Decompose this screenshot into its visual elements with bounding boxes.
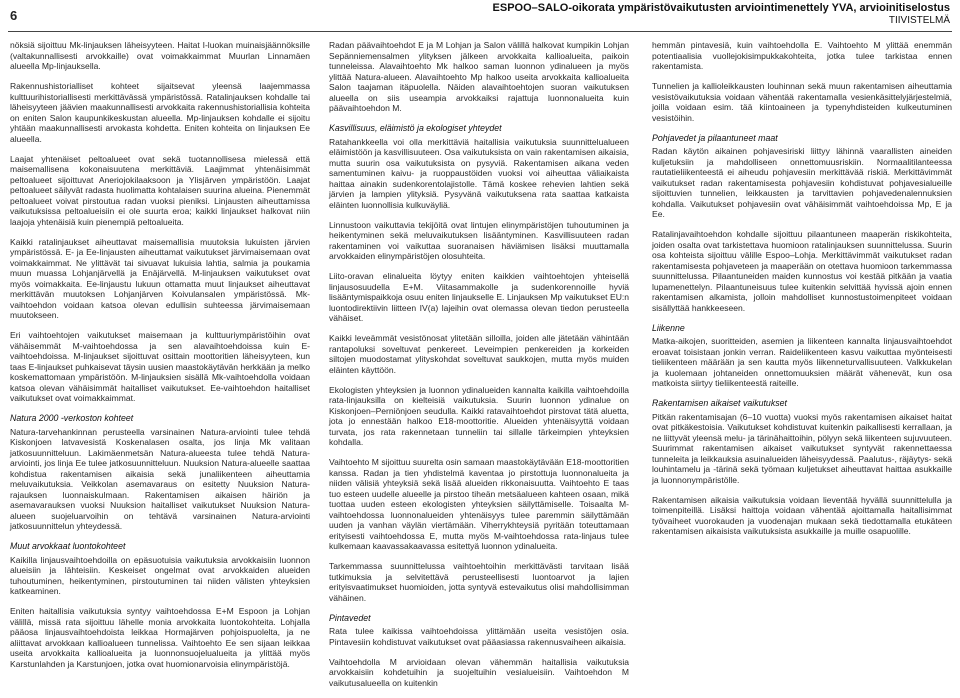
paragraph: Kaikilla linjausvaihtoehdoilla on epäsuotuisia vaikutuksia arvokkaisiin luonnon alueisiin ja lähteisiin. Keskeiset ongelmat ovat arvokkaiden alueiden tuhoutuminen, heikentyminen, pirstoutuminen tai niiden välisten yhteyksien katkeaminen. — [10, 554, 310, 596]
paragraph: Vaihtoehto M sijoittuu suurelta osin samaan maastokäytävään E18-moottoritien kanssa. Radan ja tien yhdistelmä kaventaa jo pirstottuja luonnonalueita ja niiden välisiä yhteyksiä sekä lisää alueiden rikkonaisuutta. Vaihtoehto E taas tuo esteen uudelle alueelle ja pirstoo tiheän metsäalueen kahteen osaan, mikä tuottaa uuden esteen ekologisten yhteyksien säilyttämiselle. Toisaalta M-vaihtoehdossa luonnonalueiden yhtenäisyys tulee paremmin säilyttämään uuden ja vanhan väylän viertämään. Viherrykhteysiä pyritään toteuttamaan erityisesti vaihtoehdossa E, mutta myös M-vaihtoehdossa rata-linjaus tulee kulkemaan kaavassakaavassa esitettyä luonnon ydinalueita. — [329, 457, 629, 551]
paragraph: hemmän pintavesiä, kuin vaihtoehdolla E. Vaihtoehto M ylittää enemmän potentiaalisia vuollejokisimpukkakohteita, jotka tulee tarkistaa ennen rakentamista. — [652, 40, 952, 71]
paragraph: Rakentamisen aikaisia vaikutuksia voidaan lieventää hyvällä suunnittelulla ja toimenpiteillä. Lisäksi haittoja voidaan vähentää ajoittamalla haitallisimmat työvaiheet vuorokauden ja vuodenajan mukaan sekä tiedottamalla etukäteen rakentamisen aikaisista vaikutuksista asukkaille ja muille osapuolille. — [652, 494, 952, 536]
document-title: ESPOO–SALO-oikorata ympäristövaikutusten arviointimenettely YVA, arvioinitiselostus — [492, 2, 950, 14]
section-heading: Natura 2000 -verkoston kohteet — [10, 413, 134, 423]
paragraph: Natura-tarvehankinnan perusteella varsinainen Natura-arviointi tulee tehdä Kiskonjoen latvavesistä Koskenalasen osalta, jos linja Mk valitaan jatkosuunnitteluun. Lakimäenmetsän Natura-alueesta tulee tehdä Natura-arviointi, jos linja Ee tulee jatkosuunnitteluun. Nuuksion Natura-alueelle saattaa kohdistua rakentamisen aikaisia sekä junaliikenteen aiheuttamia meluvaikutuksia. Veikkolan asemavaraus on esitetty Nuuksion Natura-rajauksen luonnaiskulmaan. Rakentamisen aikaisen häiriön ja asemavarauksen vuoksi Nuuksion haitalliset vaikutukset Nuuksion Natura-alueen suojeluarvoihin on tehtävä varsinainen Natura-arviointi jatkosuunnittelun yhteydessä. — [10, 426, 310, 531]
paragraph: nöksiä sijoittuu Mk-linjauksen läheisyyteen. Haitat I-luokan muinaisjäännöksille (valtakunnallisesti arvokkaille) ovat voimakkaimmat Muurlan Linnamäen alueella Mp-linjauksella. — [10, 40, 310, 71]
paragraph: Eniten haitallisia vaikutuksia syntyy vaihtoehdossa E+M Espoon ja Lohjan välillä, missä rata sijoittuu lähelle monia arvokkaita luontokohteita. Lohjalla pääosa linjausvaihtoehdoista leikkaa Hormajärven pohjoispuolelta, ja ne aliittavat arvokkaan kallioalueen tunnelissa. Vaihtoehto Ee sen sijaan leikkaa useita arvokkaita kallioalueita ja luonnonsuojelualueita ja ylittää myös Karstunlahden ja Karstunjoen, jotka ovat huomionarvoisia elinympäristöjä. — [10, 606, 310, 669]
page-number: 6 — [10, 8, 18, 23]
paragraph: Radan käytön aikainen pohjavesiriski liittyy lähinnä vaarallisten aineiden kuljetuksiin ja mahdolliseen onnettomuusriskiin. Normaalitilanteessa rautatieliikenteestä ei aiheudu pohjavesiin merkittävää riskiä. Merkittävimmät vaikutukset radan rakentamisesta pohjavesiin kohdistuvat pohjavesialueille sijoittuvien tunnelien, leikkausten ja tarvittavien pohjavedenalennuksien kohdalla. Vaikutukset pohjavesiin ovat vähäisimmät vaihtoehdoissa Mp, E ja Ee. — [652, 146, 952, 219]
section-heading: Kasvillisuus, eläimistö ja ekologiset yhteydet — [329, 123, 502, 133]
text-column-1 — [10, 40, 310, 679]
section-heading: Rakentamisen aikaiset vaikutukset — [652, 398, 787, 408]
paragraph: Liito-oravan elinalueita löytyy eniten kaikkien vaihtoehtojen yhteisellä linjausosuudella E+M. Viitasammakolle ja sudenkorennoille hyviä lisääntymispaikkoja osuu eniten linjaukselle E. Linjauksen Mp vaikutukset EU:n luontodirektiivin liitteen IV(a) lajeihin ovat olemassa olevan tiedon perusteella vähäiset. — [329, 271, 629, 323]
paragraph: Kaikki ratalinjaukset aiheuttavat maisemallisia muutoksia lukuisten järvien ympäristössä. E- ja Ee-linjausten aiheuttamat vaikutukset järvimaisemaan ovat voimakkaimmat. Ne ylittävät tai sivuavat lukuisia lahtia, salmia ja poukamia muun muassa Lohjanjärvellä ja Enäjärvellä. M-linjauksen vaikutukset ovat myös voimakkaita. Ee-linjaustu lukuun ottamatta muut linjaukset aiheuttavat merkittävän muutoksen Lohjanjärven Koivulansalen ympäristössä. Mk-vaihtoehdon voidaan katsoa olevan edullisin suhteessa järvimaisemaan muutokseen. — [10, 236, 310, 320]
paragraph: Rakennushistorialliset kohteet sijaitsevat yleensä laajemmassa kulttuurihistoriallisesti merkittävässä ympäristössä. Ratalinjauksen kohdalle tai läheisyyteen jäävien maakunnallisesti arvokkaita rakennushistoriallisia kohteita on eniten Salon kaupunkikeskustan alueella. Mp-linjauksen kohdalle ei sijoitu yhtään maakunnallisesti arvokasta kohdetta. Eniten kohteita on linjauksen Ee alueella. — [10, 81, 310, 144]
section-heading: Pohjavedet ja pilaantuneet maat — [652, 132, 778, 143]
paragraph: Tarkemmassa suunnittelussa vaihtoehtoihin merkittävästi tarvitaan lisää tutkimuksia ja selvitettävä perusteellisesti luontoarvot ja lajien erityisvaatimukset huomioiden, jotta syntyvä estevaikutus olisi mahdollisimman vähäinen. — [329, 561, 629, 603]
paragraph: Rata tulee kaikissa vaihtoehdoissa ylittämään useita vesistöjen osia. Pintavesiin kohdistuvat vaikutukset ovat pääasiassa rakennusvaiheen aikaisia. — [329, 626, 629, 647]
paragraph: Kaikki leveämmät vesistönosat ylitetään silloilla, joiden alle jätetään vähintään rantapoluksi soveltuvat penkereet. Leveimpien penkereiden ja korkeiden siltojen muodostamat ylityskohdat soveltuvat saukkojen, mutta myös muiden eläinten käyttöön. — [329, 333, 629, 375]
page-header — [0, 0, 960, 30]
text-column-3 — [652, 40, 952, 546]
paragraph: Linnustoon vaikuttavia tekijöitä ovat lintujen elinympäristöjen tuhoutuminen ja heikentyminen sekä meluvaikutuksen lisääntyminen. Kasvillisuuteen radan rakentaminen voi vaikuttaa suoranaisen häviämisen lisäksi muuttamalla arvokkaiden elinympäristöjen olosuhteita. — [329, 219, 629, 261]
paragraph: Laajat yhtenäiset peltoalueet ovat sekä tuotannollisesa mielessä että maisemallisena kokonaisuutena merkittäviä. Laajimmat yhtenäisimmät peltoalueet sijoittuvat Aneriojokilaaksoon ja Ylisjärven ympäristöön. Laajat peltoalueet säilyvät radasta huolimatta kohtalaisen suurina alueina. Pienemmät peltoalueet voivat pirstoutua radan vuoksi pieniksi. Linjausten aiheuttamissa vaikutuksissa peltoalueisiin ei ole suurta eroa; kaikki linjaukset halkovat niin laajoja yhtenäisiä kuin pienempiä peltoalueita. — [10, 153, 310, 227]
paragraph: Matka-aikojen, suoritteiden, asemien ja liikenteen kannalta linjausvaihtoehdot eroavat toisistaan jonkin verran. Raideliikenteen kasvu vaikuttaa myönteisesti tieliikenteen määrään ja sen kautta myös liikenneturvallisuuteen. Valkkukelan ja kuolemaan johtaneiden onnettomuuksien määrät vähenevät, kun osa matkoista siirtyy tieliikenteestä raiteille. — [652, 336, 952, 388]
paragraph: Vaihtoehdolla M arvioidaan olevan vähemmän haitallisia vaikutuksia arvokkaisiin kohdetuihin ja suojeltuihin vesialueisiin. Vaihtoehdon M vaikutusalueella on kuitenkin — [329, 656, 629, 688]
section-heading: Liikenne — [652, 322, 685, 333]
paragraph: Pitkän rakentamisajan (6–10 vuotta) vuoksi myös rakentamisen aikaiset haitat ovat pitkäkestoisia. Vaikutukset kohdistuvat kuitenkin paikallisesti kerrallaan, ja ne liittyvät yleensä melu- ja tärinähaittoihin, pölyyn sekä liikenteen sujuvuuteen. Suurimmat rakentamisen aikaiset vaikutukset syntyvät rakennettaessa tunneleita ja leikkauksia asuinalueiden läheisyydessä. Paalutus-, räjäytys- sekä louhintamelu ja -tärinä sekä työmaan kuljetukset aiheuttavat haittaa asukkaille ja luonnonympäristölle. — [652, 411, 952, 485]
paragraph: Ekologisten yhteyksien ja luonnon ydinalueiden kannalta kaikilla vaihtoehdoilla rata-linjauksilla on kielteisiä vaikutuksia. Suurin luonnon ydinalue on Kiskonjoen–Perniönjoen seudulla. Kaikki ratavaihtoehdot pirstovat tätä aluetta, jota jo ennestään halkoo E18-moottoritie. Alueiden yhtenäisyyttä voidaan turvata, jos rata rakennetaan tunneliin tai sillalle tärkeimpien yhteyksien kohdalla. — [329, 384, 629, 447]
paragraph: Tunnelien ja kallioleikkausten louhinnan sekä muun rakentamisen aiheuttamia vesistövaikutuksia voidaan vähentää rakentamalla vesienkäsittelyjärjestelmiä, joilla voidaan esim. tää kiintoaineen ja typenyhdisteiden kulkeutuminen vesistöihin. — [652, 81, 952, 123]
header-rule — [8, 31, 952, 32]
section-label: TIIVISTELMÄ — [888, 15, 950, 26]
text-column-2 — [329, 40, 629, 698]
paragraph: Eri vaihtoehtojen vaikutukset maisemaan ja kulttuuriympäristöihin ovat vähäisemmät M-vaihtoehdossa ja sen alavaihtoehdoissa kuin E-vaihtoehdoissa. M-linjaukset sijoittuvat osittain moottoritien läheisyyteen, kun taas E-linjaukset puhkaisevat täysin uusien maastokäytävän herkkään ja melko koskemattomaan ympäristöön. M-linjauksien sisällä Mk-vaihtoehdolla voidaan katsoa olevan vähäisimmät haitalliset vaikutukset. Ee-vaihtoehdon haitalliset vaikutukset ovat voimakkaimmat. — [10, 330, 310, 403]
paragraph: Radan päävaihtoehdot E ja M Lohjan ja Salon välillä halkovat kumpikin Lohjan Sepänniemensalmen ylityksen jälkeen arvokkaita kallioalueita, paikoin tunneleissa. Alavaihtoehto Mk halkoo saman luonnon ydinalueen ja myös ylittää Natura-alueen. Alavaihtoehto Mp halkoo useita arvokkaita kallioalueita Salon taajaman itäpuolella. Näiden alavaihtoehtojen suoran vaikutuksen alueella on siis useampia arvokkaiksi rajattuja luonnonalueita kuin päävaihtoehdon M. — [329, 40, 629, 113]
paragraph: Ratahankkeella voi olla merkittäviä haitallisia vaikutuksia suunnittelualueen eläimistöön ja kasvillisuuteen. Osa vaikutuksista on vain rakentamisen aikaisia, mutta suurin osa vaikutuksista on pysyviä. Rakentamisen aikana veden samentuminen kaivu- ja ruoppaustöiden vuoksi voi aiheuttaa väliaikaista haittaa ainakin sudenkorentolajistolle. Tämä koskee rehevien lahtien sekä järvien ja lampien ylityksiä. Pysyvänä vaikutuksena rata saattaa katkaista eläinten luonnollisia kulkuväyliä. — [329, 136, 629, 210]
paragraph: Ratalinjavaihtoehdon kohdalle sijoittuu pilaantuneen maaperän riskikohteita, joiden osalta ovat tarkistettava huomioon ratalinjauksen suunnittelussa. Suurin osa kohteista sijoittuu välille Espoo–Lohja. Merkittävimmät vaikutukset radan rakentamisesta pohjaveteen ja maaperään on otettava huomioon tarkemmassa suunnittelussa. Pilaantuneiden maiden kunnostus voi kestää pitkään ja vaatia lupamenettelyn. Pilaantuneisuus tulee kuitenkin selvittää hyvissä ajoin ennen rakentamisen alkamista, jolloin mahdolliset kunnostustoimenpiteet voidaan sisällyttää hankkeeseen. — [652, 229, 952, 313]
section-heading: Pintavedet — [329, 612, 371, 623]
section-heading: Muut arvokkaat luontokohteet — [10, 541, 126, 551]
